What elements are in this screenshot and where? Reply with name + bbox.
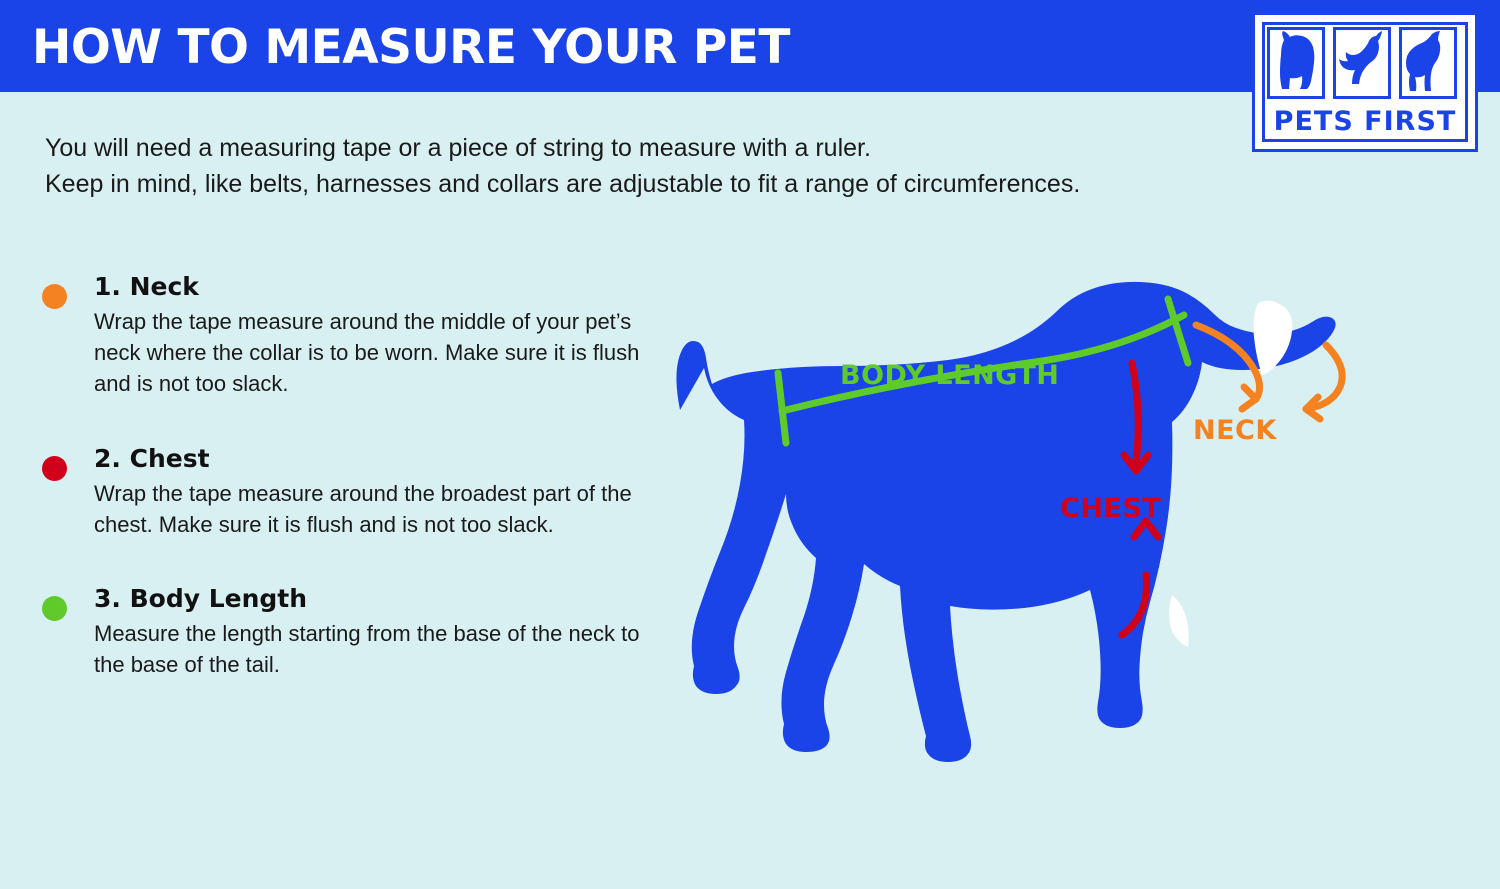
step-neck-title: 1. Neck bbox=[94, 272, 199, 301]
step-body-length bbox=[42, 584, 682, 680]
label-body-length: BODY LENGTH bbox=[840, 360, 1060, 391]
step-chest-body: Wrap the tape measure around the broadest part of the chest. Make sure it is flush and is not too slack. bbox=[94, 480, 632, 537]
step-body-length-body: Measure the length starting from the base of the neck to the base of the tail. bbox=[94, 621, 640, 678]
bullet-body-length-icon bbox=[42, 596, 67, 621]
bullet-neck-icon bbox=[42, 284, 67, 309]
step-chest bbox=[42, 444, 682, 540]
logo-brand-text: PETS FIRST bbox=[1273, 106, 1457, 137]
page-title: HOW TO MEASURE YOUR PET bbox=[32, 20, 790, 75]
logo-panels bbox=[1267, 27, 1457, 99]
dog-silhouette-icon bbox=[676, 282, 1335, 762]
step-body-length-title: 3. Body Length bbox=[94, 584, 308, 614]
steps-list bbox=[42, 272, 682, 725]
label-chest: CHEST bbox=[1060, 493, 1162, 524]
step-chest-title: 2. Chest bbox=[94, 443, 210, 473]
dog-measurement-diagram bbox=[660, 215, 1490, 875]
dog-howling-icon bbox=[1333, 27, 1391, 99]
label-neck: NECK bbox=[1193, 415, 1277, 446]
step-neck bbox=[42, 272, 682, 400]
step-neck-body: Wrap the tape measure around the middle of your pet’s neck where the collar is to be worn. Make sure it is flush and is not too slack. bbox=[94, 309, 640, 397]
intro-text bbox=[45, 130, 1365, 203]
intro-line-2: Keep in mind, like belts, harnesses and collars are adjustable to fit a range of circumferences. bbox=[45, 170, 1081, 199]
dog-sitting-icon bbox=[1267, 27, 1325, 99]
dog-standing-icon bbox=[1399, 27, 1457, 99]
intro-line-1: You will need a measuring tape or a piece of string to measure with a ruler. bbox=[45, 134, 871, 162]
bullet-chest-icon bbox=[42, 456, 67, 481]
